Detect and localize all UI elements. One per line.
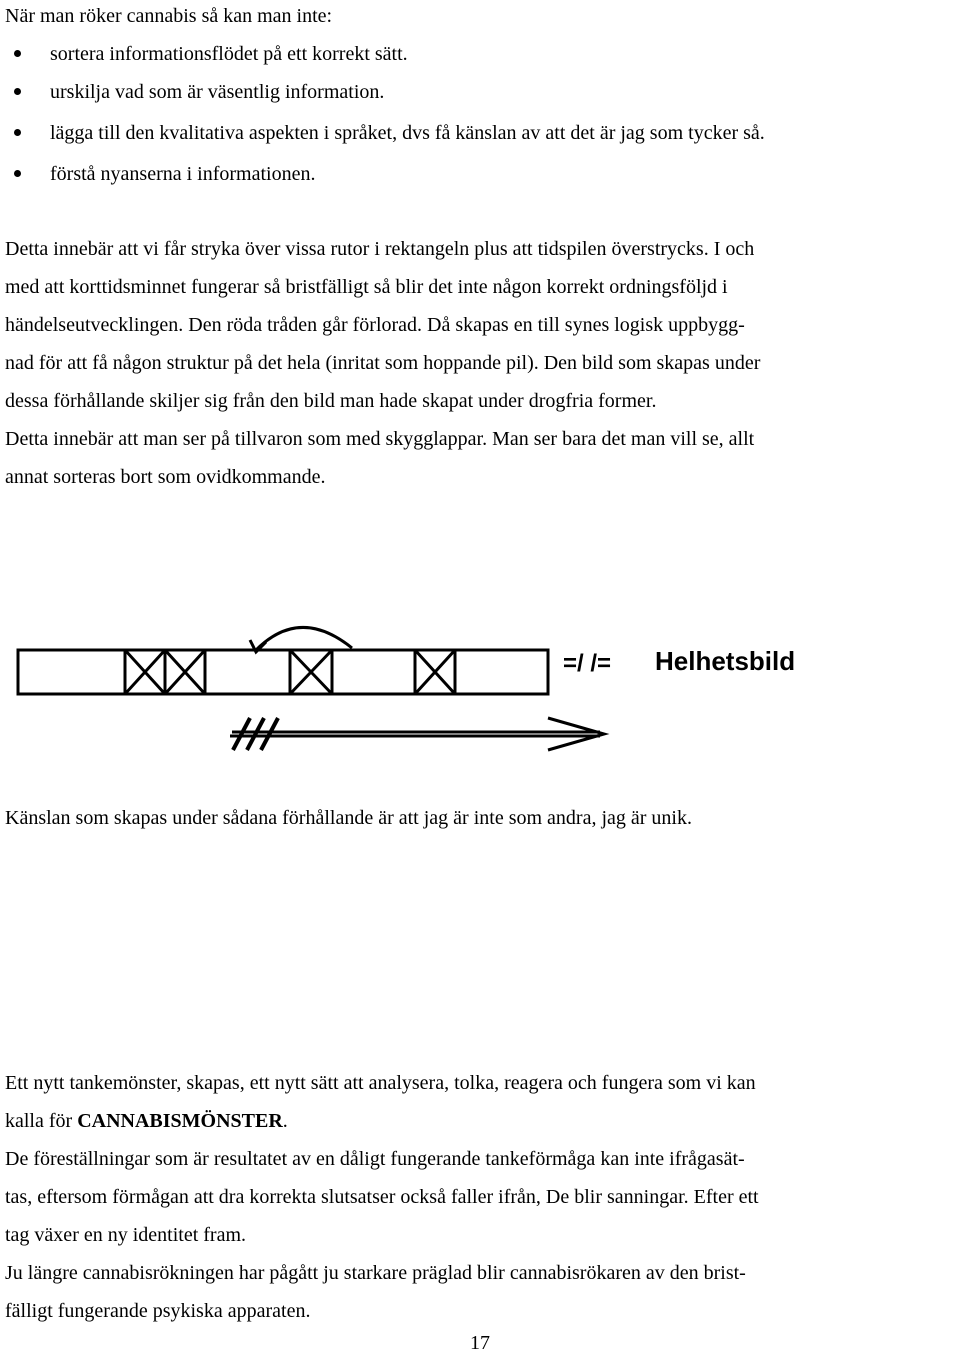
paragraph-line: Detta innebär att man ser på tillvaron som med skygglappar. Man ser bara det man vill se, allt: [5, 428, 755, 450]
page-number: 17: [470, 1332, 490, 1354]
paragraph-line: tag växer en ny identitet fram.: [5, 1224, 247, 1246]
paragraph-line: fälligt fungerande psykiska apparaten.: [5, 1300, 311, 1322]
feeling-line: Känslan som skapas under sådana förhållande är att jag är inte som andra, jag är unik.: [5, 807, 692, 829]
list-item-text: förstå nyanserna i informationen.: [50, 163, 316, 185]
paragraph-line: nad för att få någon struktur på det hela (inritat som hoppande pil). Den bild som skapas under: [5, 352, 761, 374]
paragraph-line: med att korttidsminnet fungerar så bristfälligt så blir det inte någon korrekt ordningsföljd i: [5, 276, 728, 298]
intro-line: När man röker cannabis så kan man inte:: [5, 5, 333, 27]
paragraph-line: [5, 1109, 288, 1133]
rectangle-strip: [18, 650, 548, 694]
paragraph-line: annat sorteras bort som ovidkommande.: [5, 466, 326, 488]
crossed-box: [125, 650, 165, 694]
cannabismonster-term: CANNABISMÖNSTER: [77, 1110, 283, 1132]
crossed-box: [290, 650, 332, 694]
crossed-box: [415, 650, 455, 694]
helhetsbild-label: Helhetsbild: [655, 646, 796, 676]
paragraph-line: Detta innebär att vi får stryka över vissa rutor i rektangeln plus att tidspilen överstrycks. I och: [5, 238, 755, 260]
bullet-icon: [14, 88, 21, 95]
bullet-icon: [14, 170, 21, 177]
paragraph-line: händelseutvecklingen. Den röda tråden går förlorad. Då skapas en till synes logisk uppbygg-: [5, 314, 745, 336]
text-span: .: [282, 1110, 288, 1132]
paragraph-line: Ju längre cannabisrökningen har pågått ju starkare präglad blir cannabisrökaren av den brist-: [5, 1262, 746, 1284]
paragraph-line: dessa förhållande skiljer sig från den bild man hade skapat under drogfria former.: [5, 390, 657, 412]
strike-marks: [233, 718, 278, 750]
paragraph-line: tas, eftersom förmågan att dra korrekta slutsatser också faller ifrån, De blir sanningar. Efter ett: [5, 1186, 759, 1208]
list-item-text: lägga till den kvalitativa aspekten i språket, dvs få känslan av att det är jag som tycker så.: [50, 122, 765, 144]
not-equal-sign: =/ /=: [563, 650, 612, 677]
bullet-icon: [14, 50, 21, 57]
list-item-text: urskilja vad som är väsentlig information.: [50, 81, 385, 103]
bullet-icon: [14, 129, 21, 136]
text-span: kalla för: [5, 1110, 78, 1132]
time-arrow: [230, 718, 604, 750]
paragraph-line: De föreställningar som är resultatet av en dåligt fungerande tankeförmåga kan inte ifrågasät-: [5, 1148, 745, 1170]
timeline-diagram: [0, 612, 960, 772]
hopping-arrow: [256, 627, 352, 650]
paragraph-line: Ett nytt tankemönster, skapas, ett nytt sätt att analysera, tolka, reagera och fungera som vi kan: [5, 1072, 756, 1094]
list-item-text: sortera informationsflödet på ett korrekt sätt.: [50, 43, 408, 65]
crossed-box: [165, 650, 205, 694]
